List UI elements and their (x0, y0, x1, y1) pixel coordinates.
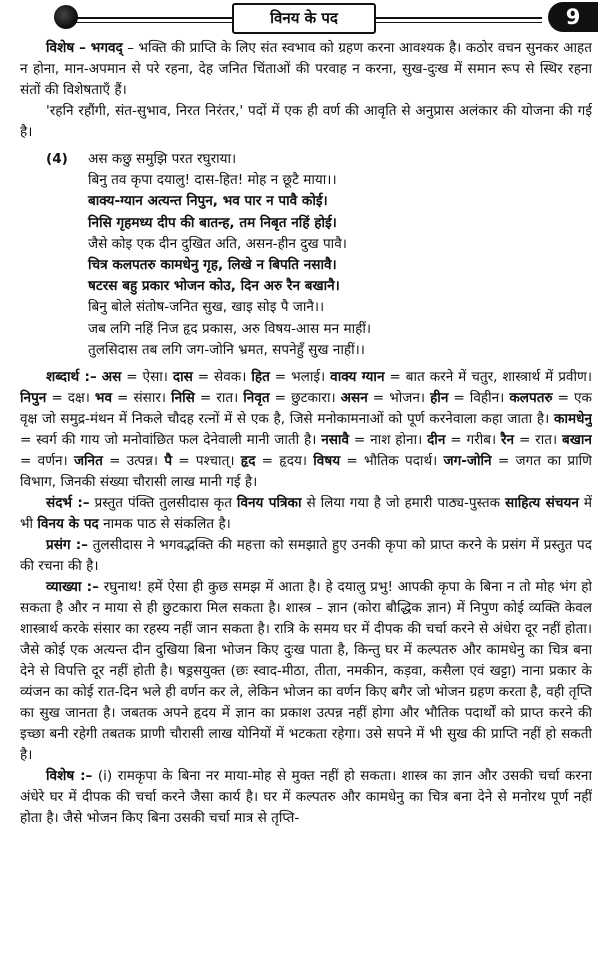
shabdarth-term: असन (340, 390, 368, 407)
shabdarth-term: हृद (240, 453, 256, 470)
shabdarth-term: कलपतरु (509, 390, 553, 407)
shabdarth-gloss: = दक्ष। (46, 390, 95, 407)
alankar-paragraph: 'रहनि रहौंगी, संत-सुभाव, निरत निरंतर,' पदों में एक ही वर्ण की आवृति से अनुप्रास अलंकार की योजना की गई है। (20, 103, 592, 140)
shabdarth-term: निवृत (243, 390, 270, 407)
sandarbh-gloss: से लिया गया है जो हमारी पाठ्य-पुस्तक (301, 495, 505, 512)
shabdarth-gloss: = स्वर्ग की गाय जो मनोवांछित फल देनेवाली मानी जाती है। (20, 432, 322, 449)
shabdarth-term: हीन (430, 390, 449, 407)
sandarbh-gloss: प्रस्तुत पंक्ति तुलसीदास कृत (89, 495, 237, 512)
shabdarth-term: विषय (313, 453, 341, 470)
shabdarth-gloss: = छुटकारा। (269, 390, 341, 407)
chapter-title: विनय के पद (232, 3, 376, 34)
page-header (0, 0, 600, 36)
shabdarth-gloss: = उत्पन्न। (102, 453, 165, 470)
sandarbh-body (20, 495, 592, 532)
shabdarth-gloss: = ऐसा। (121, 369, 173, 386)
prasang-paragraph (20, 535, 592, 577)
shabdarth-gloss: = पश्चात्। (172, 453, 241, 470)
verse-number: (4) (46, 151, 68, 167)
shabdarth-term: अस (101, 369, 122, 386)
shabdarth-gloss: = हृदय। (255, 453, 314, 470)
verse-line: षटरस बहु प्रकार भोजन कोउ, दिन अरु रैन बखानै। (88, 278, 340, 295)
vishesh2-text: (i) रामकृपा के बिना नर माया-मोह से मुक्त नहीं हो सकता। शास्त्र का ज्ञान और उसकी चर्चा करना अंधेरे घर में दीपक की चर्चा करने जैसा कार्य है। घर में कल्पतरु और कामधेनु का चित्र बना देने से मनोरथ पूर्ण नहीं होता है। जैसे भोजन किए बिना उसकी चर्चा मात्र से तृप्ति- (20, 768, 592, 827)
shabdarth-paragraph (20, 367, 592, 493)
shabdarth-gloss: = बात करने में चतुर, शास्त्रार्थ में प्रवीण। (384, 369, 592, 386)
shabdarth-term: रैन (500, 432, 515, 449)
verse-block (20, 149, 592, 361)
verse-line: बिनु तव कृपा दयालु! दास-हित! मोह न छूटै माया।। (88, 172, 337, 189)
sandarbh-gloss: नामक पाठ से संकलित है। (98, 516, 231, 533)
page-number: 9 (548, 2, 598, 32)
shabdarth-gloss: = भलाई। (269, 369, 331, 386)
shabdarth-gloss: = संसार। (112, 390, 172, 407)
sandarbh-term: साहित्य संचयन (505, 495, 579, 512)
shabdarth-term: जग-जोनि (443, 453, 492, 470)
prasang-label: प्रसंग :– (46, 537, 88, 554)
vyakhya-paragraph (20, 577, 592, 766)
shabdarth-label: शब्दार्थ :– (46, 369, 97, 386)
shabdarth-gloss: = वर्णन। (20, 453, 74, 470)
prasang-text: तुलसीदास ने भगवद्भक्ति की महत्ता को समझाते हुए उनकी कृपा को प्राप्त करने के प्रसंग में प्रस्तुत पद की रचना की है। (20, 537, 592, 575)
shabdarth-term: दास (172, 369, 193, 386)
shabdarth-term: हित (251, 369, 270, 386)
shabdarth-gloss: = गरीब। (445, 432, 501, 449)
shabdarth-term: निसि (171, 390, 195, 407)
verse-line: जैसे कोइ एक दीन दुखित अति, असन-हीन दुख पावै। (88, 235, 347, 252)
shabdarth-term: पै (164, 453, 173, 470)
shabdarth-gloss: = विहीन। (448, 390, 510, 407)
sandarbh-term: विनय के पद (37, 516, 99, 533)
shabdarth-term: जनित (73, 453, 103, 470)
header-bullet-icon (54, 5, 78, 29)
shabdarth-term: निपुन (20, 390, 47, 407)
vishesh2-label: विशेष :– (46, 768, 93, 785)
shabdarth-term: दीन (427, 432, 446, 449)
vishesh-paragraph-1 (20, 38, 592, 101)
verse-line: जब लगि नहिं निज हृद प्रकास, अरु विषय-आस मन माहीं। (88, 320, 372, 337)
shabdarth-gloss: = सेवक। (192, 369, 252, 386)
shabdarth-body (20, 369, 592, 490)
vishesh-text: – भक्ति की प्राप्ति के लिए संत स्वभाव को ग्रहण करना आवश्यक है। कठोर वचन सुनकर आहत न होना, मान-अपमान से परे रहना, देह जनित चिंताओं की परवाह न करना, सुख-दुःख में समान रूप से स्थिर रहना संतों की विशेषताएँ हैं। (20, 40, 592, 98)
verse-line: बाक्य-ग्यान अत्यन्त निपुन, भव पार न पावै कोई। (88, 193, 328, 210)
page-content (20, 38, 592, 974)
shabdarth-gloss: = भोजन। (367, 390, 431, 407)
shabdarth-gloss: = रात। (194, 390, 244, 407)
vishesh-label: विशेष – भगवद् (46, 40, 123, 56)
sandarbh-label: संदर्भ :– (46, 495, 90, 512)
sandarbh-term: विनय पत्रिका (236, 495, 302, 512)
shabdarth-term: भव (94, 390, 113, 407)
shabdarth-term: बखान (562, 432, 592, 449)
shabdarth-term: नसावै (321, 432, 350, 449)
shabdarth-gloss: = रात। (514, 432, 563, 449)
verse-line: अस कछु समुझि परत रघुराया। (88, 151, 237, 167)
verse-line: चित्र कलपतरु कामधेनु गृह, लिखे न बिपति नसावै। (88, 257, 337, 274)
shabdarth-gloss: = भौतिक पदार्थ। (340, 453, 444, 470)
vyakhya-label: व्याख्या :– (46, 579, 99, 596)
verse-line: तुलसिदास तब लगि जग-जोनि भ्रमत, सपनेहुँ सुख नाहीं।। (88, 341, 365, 358)
shabdarth-gloss: = नाश होना। (349, 432, 428, 449)
sandarbh-gloss: में भी (20, 495, 592, 533)
shabdarth-term: कामधेनु (554, 411, 592, 428)
shabdarth-gloss: = एक वृक्ष जो समुद्र-मंथन में निकले चौदह रत्नों में से एक है, जिसे मनोकामनाओं को पूर्ण करनेवाला कहा जाता है। (20, 390, 592, 428)
shabdarth-term: वाक्य ग्यान (330, 369, 385, 386)
sandarbh-paragraph (20, 493, 592, 535)
verse-line: निसि गृहमध्य दीप की बातन्ह, तम निबृत नहिं होई। (88, 214, 337, 231)
vyakhya-text: रघुनाथ! हमें ऐसा ही कुछ समझ में आता है। हे दयालु प्रभु! आपकी कृपा के बिना न तो मोह भंग हो सकता है और न माया से ही छुटकारा मिल सकता है। शास्त्र – ज्ञान (कोरा बौद्धिक ज्ञान) में निपुण कोई व्यक्ति केवल शास्त्रार्थ करके संसार का रहस्य नहीं जान सकता है। रात्रि के समय घर में दीपक की चर्चा करने से अंधेरा दूर नहीं होता। जैसे कोई एक अत्यन्त दीन दुखिया बिना भोजन किए दुःख पाता है, किन्तु घर में कल्पतरु और कामधेनु का चित्र बना देने से विपत्ति दूर नहीं होती है। षड्रसयुक्त (छः स्वाद-मीठा, तीता, नमकीन, कड़वा, कसैला एवं खट्टा) नाना प्रकार के व्यंजन का कोई रात-दिन भले ही वर्णन कर ले, लेकिन भोजन का वर्णन किए बगैर जो भोजन ग्रहण करता है, वही तृप्ति का सुख जानता है। जबतक अपने हृदय में ज्ञान का प्रकाश उत्पन्न नहीं होगा और भौतिक पदार्थों को प्राप्त करने की इच्छा बनी रहेगी तबतक प्राणी चौरासी लाख योनियों में भटकता रहेगा। उसे सपने में भी सुख की प्राप्ति नहीं हो सकती है। (20, 579, 592, 764)
shabdarth-gloss: = जगत का प्राणि विभाग, जिनकी संख्या चौरासी लाख मानी गई है। (20, 453, 592, 491)
verse-line: बिनु बोले संतोष-जनित सुख, खाइ सोइ पै जानै।। (88, 299, 325, 316)
vishesh-paragraph-2 (20, 766, 592, 829)
